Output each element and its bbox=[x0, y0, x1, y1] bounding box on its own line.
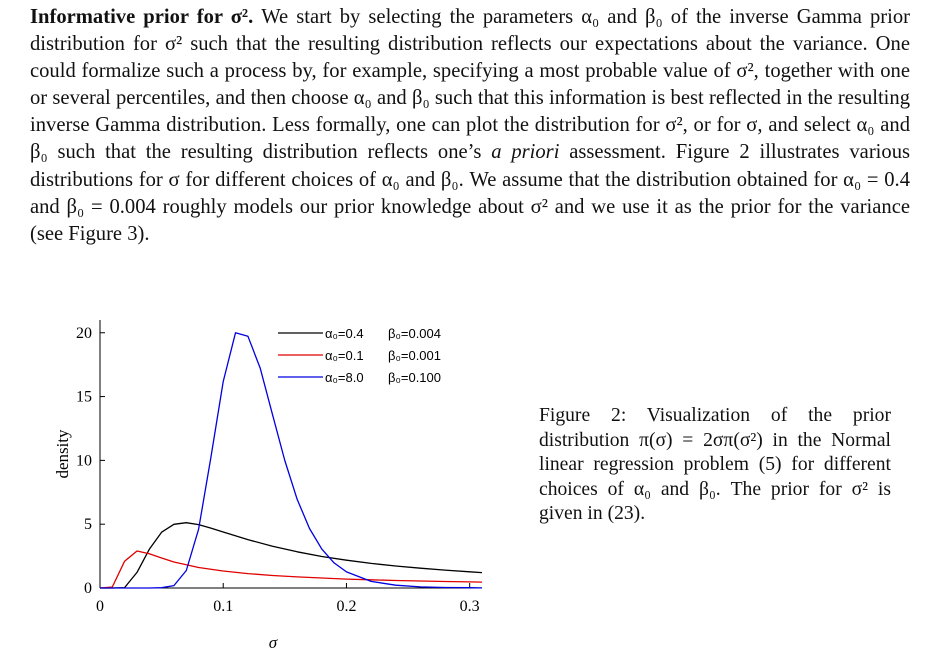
legend-beta-2: β₀=0.001 bbox=[388, 348, 441, 363]
series-line-1 bbox=[100, 523, 482, 588]
x-tick-label: 0.3 bbox=[459, 598, 480, 615]
legend-beta-3: β₀=0.100 bbox=[388, 370, 441, 385]
paragraph-text-2: assessment. Figure 2 illustrates various distributions for σ for different choices of α₀ and β₀. We assume that the distribution obtained for α₀ = 0.4 and β₀ = 0.004 roughly models our prior knowledge about σ² and we use it as the prior for the variance (see Figure 3). bbox=[30, 141, 911, 245]
x-axis-label: σ bbox=[268, 633, 278, 650]
figure-2 bbox=[30, 300, 530, 650]
paragraph-heading: Informative prior for σ². bbox=[30, 6, 254, 28]
x-tick-label: 0 bbox=[96, 598, 104, 615]
legend-alpha-2: α₀=0.1 bbox=[325, 348, 364, 363]
legend-beta-1: β₀=0.004 bbox=[388, 326, 441, 341]
density-chart bbox=[30, 300, 530, 650]
figure-caption: Figure 2: Visualization of the prior distribution π(σ) = 2σπ(σ²) in the Normal linear regression problem (5) for different choices of α₀ and β₀. The prior for σ² is given in (23). bbox=[539, 405, 891, 524]
legend-alpha-1: α₀=0.4 bbox=[325, 326, 364, 341]
y-tick-label: 5 bbox=[84, 516, 92, 534]
x-tick-label: 0.2 bbox=[336, 598, 357, 615]
y-tick-label: 0 bbox=[84, 580, 92, 597]
x-tick-label: 0.1 bbox=[213, 598, 234, 615]
y-tick-label: 20 bbox=[76, 324, 92, 342]
legend-alpha-3: α₀=8.0 bbox=[325, 370, 364, 385]
paragraph-emphasis: a priori bbox=[491, 141, 560, 164]
paragraph-text-1: We start by selecting the parameters α₀ and β₀ of the inverse Gamma prior distribution for σ² such that the resulting distribution reflects our expectations about the variance. One could formalize such a process by, for example, specifying a most probable value of σ², together with one or several percentiles, and then choose α₀ and β₀ such that this information is best reflected in the resulting inverse Gamma distribution. Less formally, one can plot the distribution for σ², or for σ, and select α₀ and β₀ such that the resulting distribution reflects one’s bbox=[30, 6, 910, 164]
y-axis-label: density bbox=[53, 429, 72, 479]
body-paragraph bbox=[30, 4, 910, 248]
y-tick-label: 15 bbox=[76, 388, 92, 406]
y-tick-label: 10 bbox=[76, 452, 92, 470]
series-line-2 bbox=[100, 551, 482, 588]
